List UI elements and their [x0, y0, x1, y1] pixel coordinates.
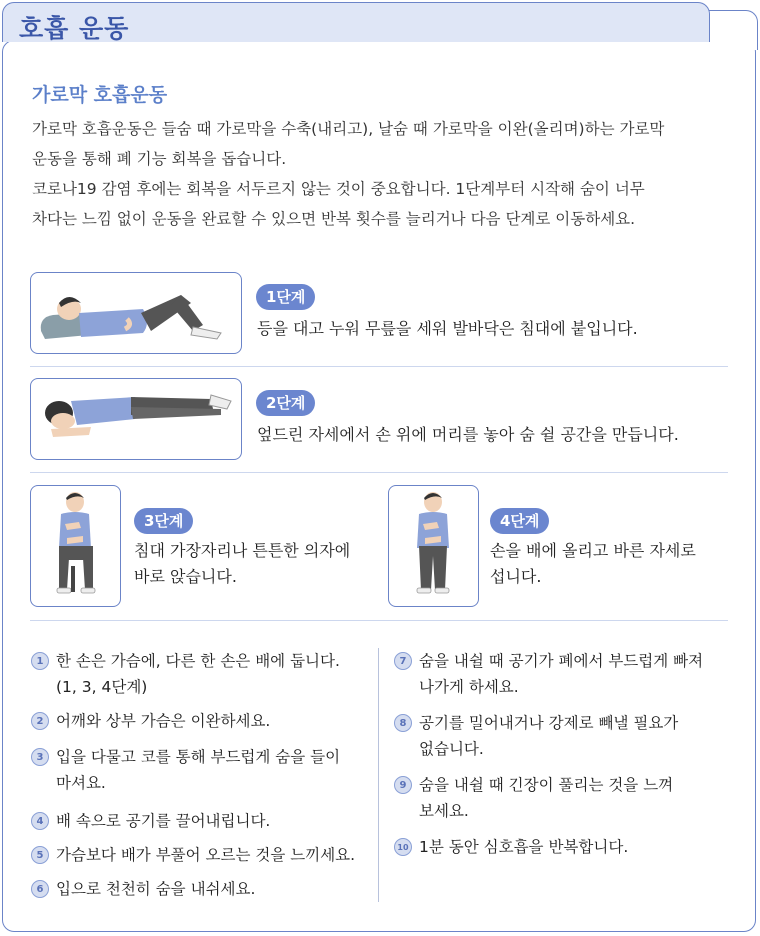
- step2-badge: 2단계: [256, 390, 315, 416]
- tab-corner: [708, 10, 758, 50]
- instruction-line: 한 손은 가슴에, 다른 한 손은 배에 둡니다.: [56, 652, 340, 670]
- intro-line: 운동을 통해 폐 기능 회복을 돕습니다.: [32, 150, 287, 168]
- instruction-line: 공기를 밀어내거나 강제로 빼낼 필요가: [419, 714, 679, 732]
- instruction-item: [419, 772, 673, 824]
- instruction-line: 보세요.: [419, 802, 469, 820]
- instruction-item: [56, 876, 255, 902]
- section-title: 가로막 호흡운동: [32, 84, 168, 106]
- step4-text-line: 손을 배에 올리고 바른 자세로: [490, 541, 696, 560]
- intro-line: 가로막 호흡운동은 들숨 때 가로막을 수축(내리고), 날숨 때 가로막을 이완(올리며)하는 가로막: [32, 120, 665, 138]
- intro-text: [32, 114, 732, 234]
- step4-text: [490, 538, 696, 590]
- step2-illustration: [30, 378, 242, 460]
- instruction-line: 어깨와 상부 가슴은 이완하세요.: [56, 712, 271, 730]
- instruction-item: [56, 842, 355, 868]
- step4-illustration: [388, 485, 479, 607]
- instruction-item: [419, 710, 678, 762]
- instruction-line: 없습니다.: [419, 740, 484, 758]
- number-badge: 7: [394, 652, 412, 670]
- instruction-line: (1, 3, 4단계): [56, 678, 148, 696]
- step3-text-line: 바로 앉습니다.: [134, 567, 237, 586]
- instruction-line: 입을 다물고 코를 통해 부드럽게 숨을 들이: [56, 748, 341, 766]
- step2-text: 엎드린 자세에서 손 위에 머리를 놓아 숨 쉴 공간을 만듭니다.: [257, 425, 679, 444]
- number-badge: 1: [31, 652, 49, 670]
- divider: [30, 620, 728, 621]
- number-badge: 5: [31, 846, 49, 864]
- divider: [30, 366, 728, 367]
- standing-icon: [389, 486, 477, 605]
- number-badge: 4: [31, 812, 49, 830]
- number-badge: 10: [394, 838, 412, 856]
- instruction-line: 마셔요.: [56, 774, 106, 792]
- step3-illustration: [30, 485, 121, 607]
- column-divider: [378, 648, 379, 902]
- step4-text-line: 섭니다.: [490, 567, 542, 586]
- instruction-line: 입으로 천천히 숨을 내쉬세요.: [56, 880, 256, 898]
- instruction-line: 1분 동안 심호흡을 반복합니다.: [419, 838, 629, 856]
- step1-text: 등을 대고 누워 무릎을 세워 발바닥은 침대에 붙입니다.: [257, 319, 638, 338]
- step1-illustration: [30, 272, 242, 354]
- instruction-item: [56, 808, 270, 834]
- instruction-line: 배 속으로 공기를 끌어내립니다.: [56, 812, 271, 830]
- instruction-item: [419, 834, 628, 860]
- lying-on-back-icon: [31, 273, 240, 352]
- step3-badge: 3단계: [134, 508, 193, 534]
- number-badge: 3: [31, 748, 49, 766]
- number-badge: 6: [31, 880, 49, 898]
- step1-badge: 1단계: [256, 284, 315, 310]
- instruction-item: [56, 648, 340, 700]
- instruction-line: 가슴보다 배가 부풀어 오르는 것을 느끼세요.: [56, 846, 356, 864]
- page-title: 호흡 운동: [19, 14, 130, 43]
- number-badge: 9: [394, 776, 412, 794]
- number-badge: 8: [394, 714, 412, 732]
- number-badge: 2: [31, 712, 49, 730]
- instruction-item: [419, 648, 703, 700]
- step3-text-line: 침대 가장자리나 튼튼한 의자에: [134, 541, 351, 560]
- instruction-line: 나가게 하세요.: [419, 678, 519, 696]
- instruction-item: [56, 708, 270, 734]
- divider: [30, 472, 728, 473]
- header-tab: [2, 2, 710, 42]
- intro-line: 코로나19 감염 후에는 회복을 서두르지 않는 것이 중요합니다. 1단계부터 시작해 숨이 너무: [32, 180, 645, 198]
- intro-line: 차다는 느낌 없이 운동을 완료할 수 있으면 반복 횟수를 늘리거나 다음 단계로 이동하세요.: [32, 210, 636, 228]
- step3-text: [134, 538, 350, 590]
- step4-badge: 4단계: [490, 508, 549, 534]
- instruction-line: 숨을 내쉴 때 공기가 폐에서 부드럽게 빠져: [419, 652, 704, 670]
- sitting-on-chair-icon: [31, 486, 119, 605]
- instruction-line: 숨을 내쉴 때 긴장이 풀리는 것을 느껴: [419, 776, 674, 794]
- lying-face-down-icon: [31, 379, 240, 458]
- instruction-item: [56, 744, 340, 796]
